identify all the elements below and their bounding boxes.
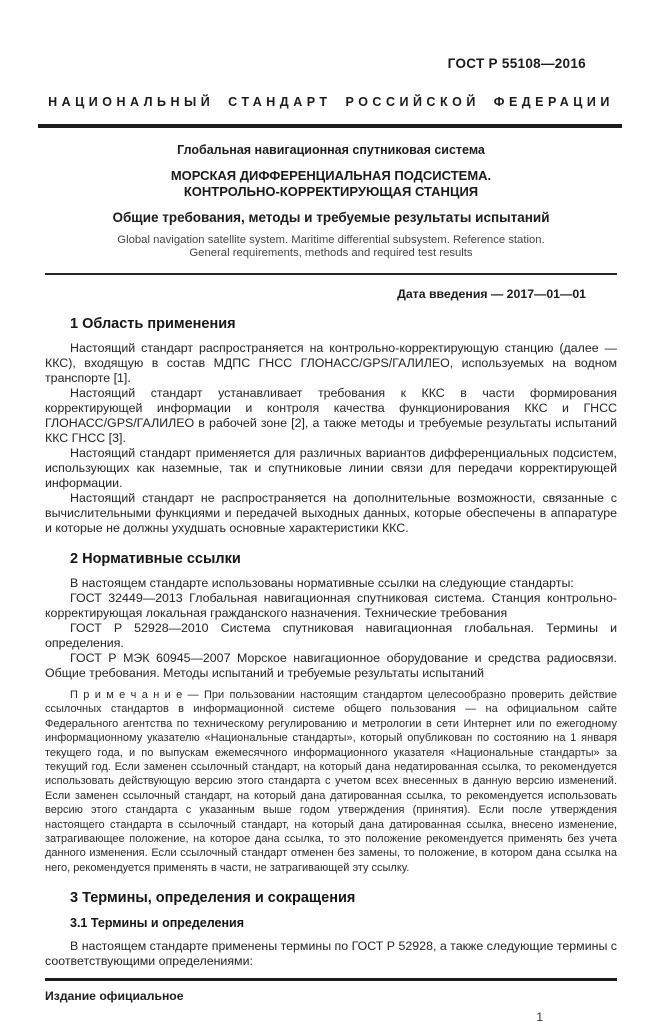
- title-english-line2: General requirements, methods and required test results: [189, 247, 473, 259]
- paragraph: Настоящий стандарт применяется для различных вариантов дифференциальных подсистем, использующих как наземные, так и спутниковые линии связи для передачи корректирующей информации.: [45, 446, 617, 490]
- subsection-heading-terms-definitions: 3.1 Термины и определения: [70, 916, 244, 931]
- section-heading-scope: 1 Область применения: [70, 316, 236, 332]
- reference-item: ГОСТ Р МЭК 60945—2007 Морское навигационное оборудование и средства радиосвязи. Общие требования. Методы испытаний и требуемые результаты испытаний: [45, 651, 617, 680]
- standard-type-heading: НАЦИОНАЛЬНЫЙ СТАНДАРТ РОССИЙСКОЙ ФЕДЕРАЦИИ: [48, 95, 614, 109]
- section-terms: [45, 890, 617, 969]
- paragraph: Настоящий стандарт устанавливает требования к ККС в части формирования корректирующей информации и контроля качества функционирования ККС и ГНСС ГЛОНАСС/GPS/ГАЛИЛЕО в рабочей зоне [2], а также методы и требуемые результаты испытаний ККС ГНСС [3].: [45, 386, 617, 445]
- paragraph: Настоящий стандарт распространяется на контрольно-корректирующую станцию (далее — ККС), входящую в состав МДПС ГНСС ГЛОНАСС/GPS/ГАЛИЛЕО, используемых на водном транспорте [1].: [45, 341, 617, 385]
- document-body: [45, 316, 617, 969]
- section-heading-terms: 3 Термины, определения и сокращения: [70, 890, 356, 907]
- title-main-line2: КОНТРОЛЬНО-КОРРЕКТИРУЮЩАЯ СТАНЦИЯ: [183, 183, 479, 199]
- page-number: 1: [536, 1010, 543, 1024]
- reference-item: ГОСТ Р 52928—2010 Система спутниковая навигационная глобальная. Термины и определения.: [45, 621, 617, 650]
- note-paragraph: П р и м е ч а н и е — При пользовании настоящим стандартом целесообразно проверить действие ссылочных стандартов в информационной системе общего пользования — на официальном сайте Федерального агентства по техническому регулированию и метрологии в сети Интернет или по ежегодному информационному указателю «Национальные стандарты», который опубликован по состоянию на 1 января текущего года, и по выпускам ежемесячного информационного указателя «Национальные стандарты» за текущий год. Если заменен ссылочный стандарт, на который дана недатированная ссылка, то рекомендуется использовать действующую версию этого стандарта с учетом всех внесенных в данную версию изменений. Если заменен ссылочный стандарт, на который дана датированная ссылка, то рекомендуется использовать версию этого стандарта с указанным выше годом утверждения (принятия). Если после утверждения настоящего стандарта в ссылочный стандарт, на который дана датированная ссылка, внесено изменение, затрагивающее положение, на которое дана ссылка, то это положение рекомендуется применять без учета данного изменения. Если ссылочный стандарт отменен без замены, то положение, в котором дана ссылка на него, рекомендуется применять в части, не затрагивающей эту ссылку.: [45, 689, 617, 874]
- title-system: Глобальная навигационная спутниковая система: [177, 143, 485, 157]
- header-rule: [38, 124, 622, 128]
- title-divider-rule: [45, 273, 617, 275]
- paragraph: В настоящем стандарте использованы нормативные ссылки на следующие стандарты:: [70, 576, 574, 590]
- footer-rule: [45, 978, 617, 981]
- section-normative-references: [45, 551, 617, 875]
- title-subtitle: Общие требования, методы и требуемые результаты испытаний: [112, 210, 550, 225]
- title-english: [45, 234, 617, 260]
- title-english-line1: Global navigation satellite system. Maritime differential subsystem. Reference station.: [117, 234, 545, 246]
- title-main: [45, 168, 617, 199]
- title-block: [45, 143, 617, 260]
- section-heading-normative-references: 2 Нормативные ссылки: [70, 551, 241, 567]
- paragraph: В настоящем стандарте применены термины по ГОСТ Р 52928, а также следующие термины с соответствующими определениями:: [45, 939, 618, 969]
- doc-number: ГОСТ Р 55108—2016: [447, 56, 586, 71]
- title-main-line1: МОРСКАЯ ДИФФЕРЕНЦИАЛЬНАЯ ПОДСИСТЕМА.: [170, 168, 492, 183]
- edition-label: Издание официальное: [45, 989, 184, 1004]
- paragraph: Настоящий стандарт не распространяется на дополнительные возможности, связанные с вычислительными функциями и передачей выходных данных, которые обеспечены в аппаратуре и которые не должны ухудшать основные характеристики ККС.: [45, 491, 617, 535]
- reference-item: ГОСТ 32449—2013 Глобальная навигационная спутниковая система. Станция контрольно-корректирующая локальная гражданского назначения. Технические требования: [45, 591, 617, 620]
- effective-date: Дата введения — 2017—01—01: [397, 287, 586, 301]
- section-scope: [45, 316, 617, 536]
